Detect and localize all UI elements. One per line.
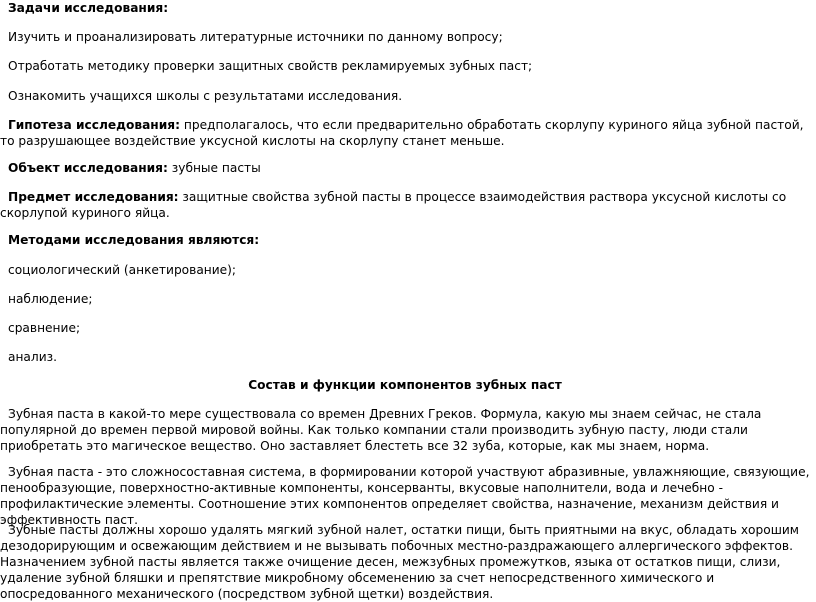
task-item: Отработать методику проверки защитных свойств рекламируемых зубных паст;: [8, 59, 533, 73]
method-item: анализ.: [8, 350, 57, 364]
subject-text: защитные свойства зубной пасты в процессе взаимодействия раствора уксусной кислоты со скорлупой куриного яйца.: [0, 190, 787, 220]
hypothesis-label: Гипотеза исследования:: [8, 118, 180, 132]
body-paragraph: Зубная паста - это сложносоставная система, в формировании которой участвуют абразивные, увлажняющие, связующие, пенообразующие, поверхностно-активные компоненты, консерванты, вкусовые наполнители, вода и лечебно - профилактические элементы. Соотношение этих компонентов определяет свойства, назначение, механизм действия и эффективность паст.: [0, 465, 810, 527]
object-paragraph: [0, 160, 810, 176]
subject-paragraph: [0, 189, 810, 221]
tasks-heading: Задачи исследования:: [8, 1, 169, 15]
methods-heading: Методами исследования являются:: [8, 233, 260, 247]
section-title: Состав и функции компонентов зубных паст: [248, 378, 562, 392]
method-item: наблюдение;: [8, 292, 93, 306]
hypothesis-paragraph: [0, 117, 810, 149]
task-item: Ознакомить учащихся школы с результатами исследования.: [8, 89, 403, 103]
task-item: Изучить и проанализировать литературные источники по данному вопросу;: [8, 30, 503, 44]
method-item: социологический (анкетирование);: [8, 263, 237, 277]
subject-label: Предмет исследования:: [8, 190, 179, 204]
hypothesis-text: предполагалось, что если предварительно обработать скорлупу куриного яйца зубной пастой, то разрушающее воздействие уксусной кислоты на скорлупу станет меньше.: [0, 118, 804, 148]
body-paragraph: Зубная паста в какой-то мере существовала со времен Древних Греков. Формула, какую мы знаем сейчас, не стала популярной до времен первой мировой войны. Как только компании стали производить зубную пасту, люди стали приобретать это магическое вещество. Оно заставляет блестеть все 32 зуба, которые, как мы знаем, норма.: [0, 407, 762, 453]
method-item: сравнение;: [8, 321, 81, 335]
object-text: зубные пасты: [167, 161, 261, 175]
object-label: Объект исследования:: [8, 161, 168, 175]
body-paragraph: Зубные пасты должны хорошо удалять мягкий зубной налет, остатки пищи, быть приятными на вкус, обладать хорошим дезодорирующим и освежающим действием и не вызывать побочных местно-раздражающего аллергического эффектов. Назначением зубной пасты является также очищение десен, межзубных промежутков, языка от остатков пищи, слизи, удаление зубной бляшки и препятствие микробному обсеменению за счет непосредственного химического и опосредованного механического (посредством зубной щетки) воздействия.: [0, 523, 799, 601]
